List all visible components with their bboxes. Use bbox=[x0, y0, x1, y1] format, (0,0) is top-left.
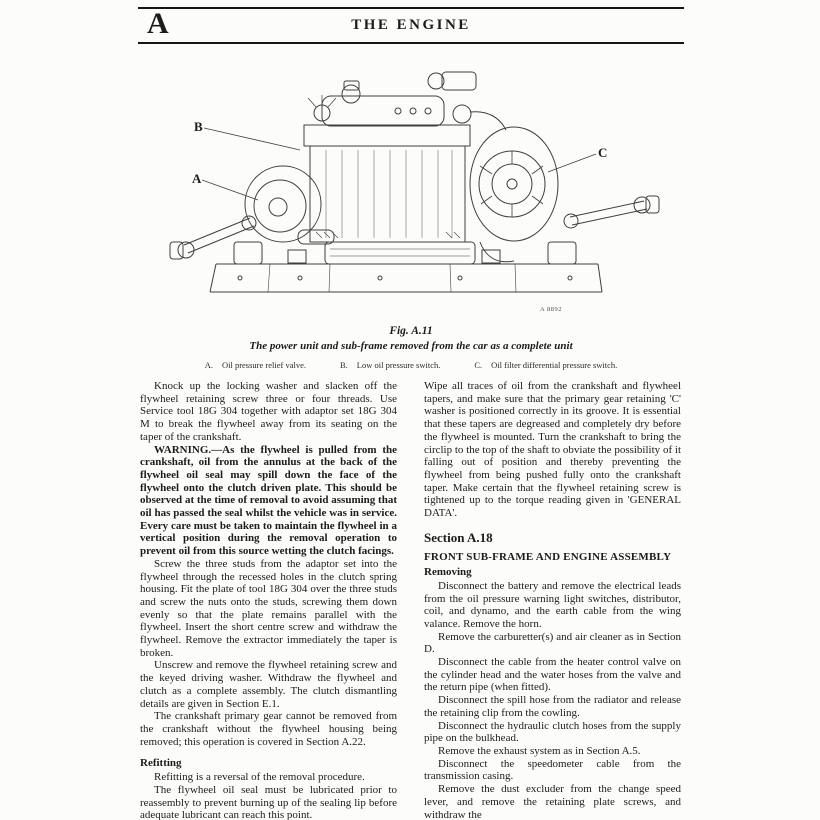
legend-key-b: B. bbox=[340, 360, 348, 370]
legend-item-b bbox=[340, 360, 440, 370]
figure-number: Fig. A.11 bbox=[389, 325, 433, 337]
legend-label-c: Oil filter differential pressure switch. bbox=[491, 360, 618, 370]
page-header bbox=[138, 7, 684, 44]
figure-callout-b: B bbox=[194, 119, 203, 134]
right-para-1: Wipe all traces of oil from the crankshaft and flywheel tapers, and make sure that the primary gear retaining 'C' washer is positioned correctly in its groove. It is essential that these tapers are degreased and completely dry before the flywheel is mounted. Turn the crankshaft to bring the circlip to the top of the shaft to obviate the possibility of it falling out of position and thereby preventing the flywheel from being pushed fully onto the crankshaft taper. Make certain that the flywheel retaining screw is tightened up to the torque reading given in 'GENERAL DATA'. bbox=[424, 380, 681, 520]
page-title: THE ENGINE bbox=[351, 17, 471, 33]
section-letter: A bbox=[147, 7, 169, 40]
right-para-8: Disconnect the speedometer cable from the transmission casing. bbox=[424, 757, 681, 783]
legend-key-a: A. bbox=[204, 360, 213, 370]
legend-label-b: Low oil pressure switch. bbox=[356, 360, 441, 370]
right-para-9: Remove the dust excluder from the change speed lever, and remove the retaining plate screws, and withdraw the bbox=[424, 783, 681, 820]
legend-key-c: C. bbox=[474, 360, 483, 370]
right-para-6: Disconnect the hydraulic clutch hoses from the supply pipe on the bulkhead. bbox=[424, 719, 681, 745]
right-para-5: Disconnect the spill hose from the radiator and release the retaining clip from the cowling. bbox=[424, 694, 681, 719]
right-column bbox=[424, 380, 681, 820]
figure-caption: The power unit and sub-frame removed from the car as a complete unit bbox=[249, 340, 573, 352]
refitting-para-1: Refitting is a reversal of the removal procedure. bbox=[154, 771, 365, 784]
figure-callout-a: A bbox=[192, 171, 202, 186]
left-column bbox=[140, 380, 397, 820]
left-para-1: Knock up the locking washer and slacken off the flywheel retaining screw three or four threads. Use Service tool 18G 304 together with adaptor set 18G 304 M to break the flywheel away from its seating on the taper of the crankshaft. bbox=[140, 380, 397, 443]
removing-heading: Removing bbox=[424, 566, 472, 579]
right-para-2: Disconnect the battery and remove the electrical leads from the oil pressure warning light switches, distributor, coil, and dynamo, and the earth cable from the wing valance. Remove the horn. bbox=[424, 579, 681, 630]
right-para-3: Remove the carburetter(s) and air cleaner as in Section D. bbox=[424, 630, 681, 656]
legend-label-a: Oil pressure relief valve. bbox=[221, 360, 306, 370]
legend-item-c bbox=[474, 360, 617, 370]
warning-para: WARNING.—As the flywheel is pulled from the crankshaft, oil from the annulus at the back of the flywheel oil seal may spill down the face of the flywheel onto the clutch driven plate. This should be observed at the time of removal to avoid assuming that oil has passed the seal whilst the vehicle was in service. Every care must be taken to maintain the flywheel in a vertical position during the removal operation to prevent oil from this source wetting the clutch facings. bbox=[140, 443, 397, 558]
legend-item-a bbox=[205, 360, 306, 370]
right-para-7: Remove the exhaust system as in Section A.5. bbox=[438, 744, 641, 757]
refitting-heading: Refitting bbox=[140, 757, 182, 770]
figure-legend bbox=[130, 360, 692, 370]
assembly-heading: FRONT SUB-FRAME AND ENGINE ASSEMBLY bbox=[424, 551, 672, 564]
refitting-para-2: The flywheel oil seal must be lubricated prior to reassembly to prevent burning up of the sealing lip before adequate lubricant can reach this point. bbox=[140, 783, 397, 820]
engine-figure-drawing bbox=[150, 54, 670, 322]
left-para-3: Unscrew and remove the flywheel retaining screw and the keyed driving washer. Withdraw the flywheel and clutch as a complete assembly. The clutch dismantling details are given in Section E.1. bbox=[140, 659, 397, 710]
left-para-2: Screw the three studs from the adaptor set into the flywheel through the recessed holes in the clutch spring housing. Fit the plate of tool 18G 304 over the three studs and screw the nuts onto the studs, screwing them down evenly so that the plate remains parallel with the flywheel. Insert the short centre screw and withdraw the flywheel. Remove the extractor immediately the taper is broken. bbox=[140, 557, 397, 659]
figure-callout-c: C bbox=[598, 145, 608, 160]
right-para-4: Disconnect the cable from the heater control valve on the cylinder head and the water hoses from the valve and the return pipe (when fitted). bbox=[424, 656, 681, 694]
figure-drawing-ref: A 8892 bbox=[540, 306, 562, 313]
engine-figure bbox=[150, 54, 670, 322]
left-para-4: The crankshaft primary gear cannot be removed from the crankshaft without the flywheel housing being removed; this operation is covered in Section A.22. bbox=[140, 710, 397, 748]
section-a18-heading: Section A.18 bbox=[424, 529, 493, 545]
